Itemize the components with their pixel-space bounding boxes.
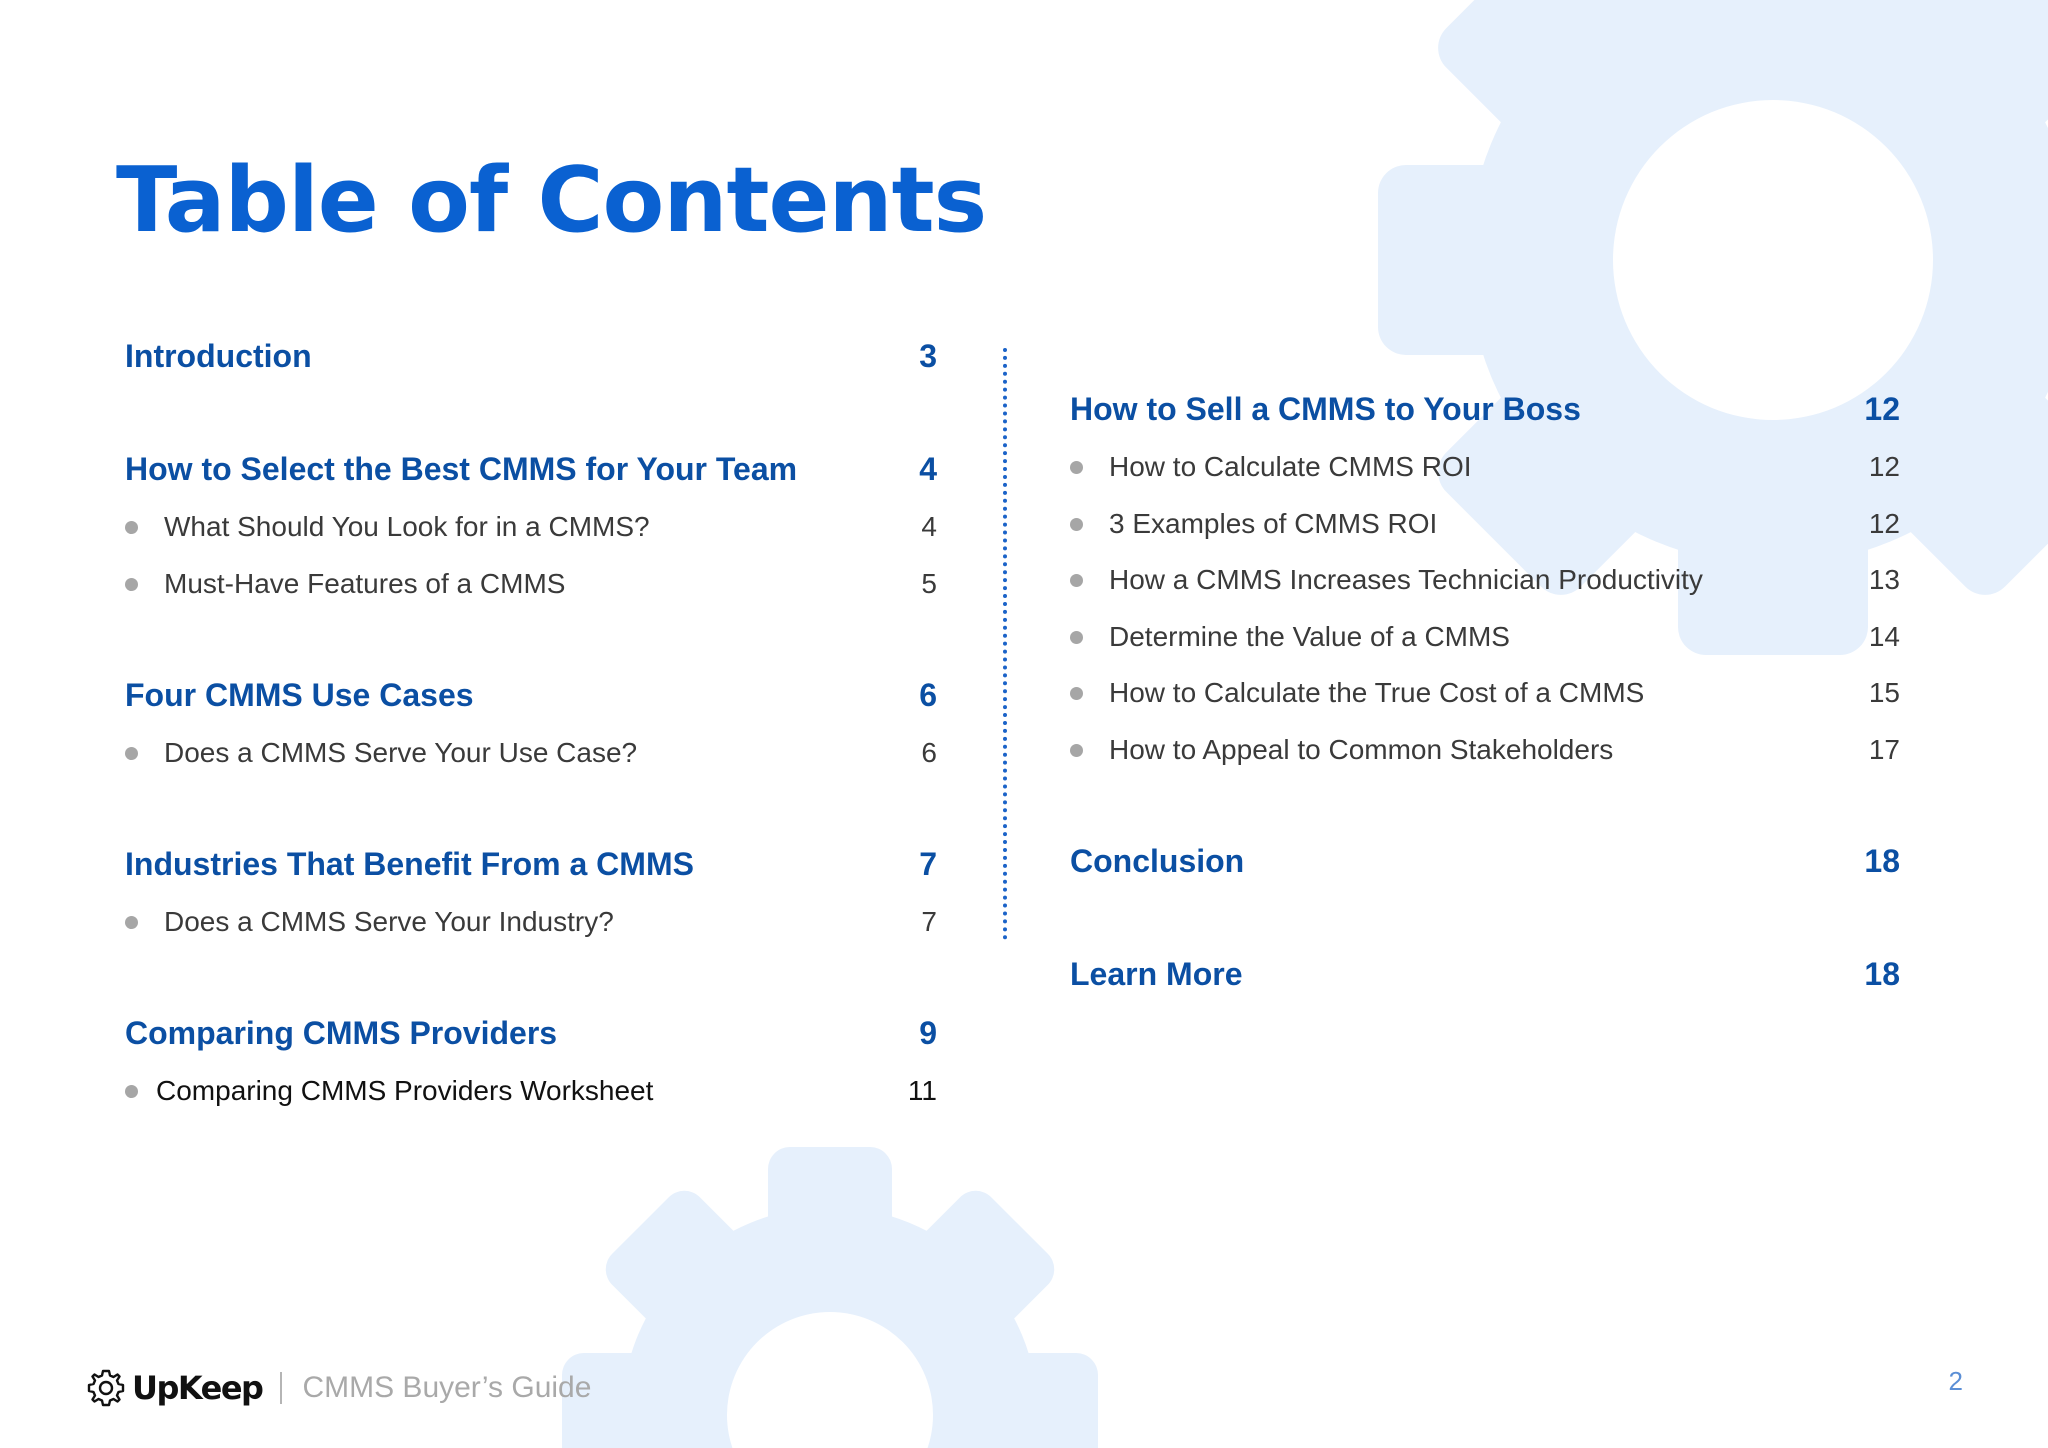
footer bbox=[86, 1362, 591, 1414]
toc-item[interactable] bbox=[125, 725, 937, 781]
bullet-icon bbox=[1070, 518, 1083, 531]
toc-item-page-number: 11 bbox=[907, 1075, 937, 1106]
toc-section-learn-more[interactable] bbox=[1070, 946, 1900, 1002]
page-number: 2 bbox=[1948, 1366, 1963, 1396]
toc-section-page-number: 4 bbox=[919, 450, 937, 487]
background-gear-bottom-icon bbox=[560, 1145, 1100, 1448]
toc-section-introduction[interactable] bbox=[125, 328, 937, 384]
bullet-icon bbox=[125, 578, 138, 591]
toc-item-title: How a CMMS Increases Technician Productivity bbox=[1109, 564, 1703, 595]
gear-icon bbox=[86, 1368, 126, 1408]
toc-item-title: How to Calculate the True Cost of a CMMS bbox=[1109, 677, 1645, 708]
toc-section-use-cases[interactable] bbox=[125, 667, 937, 723]
toc-item-title: Determine the Value of a CMMS bbox=[1109, 621, 1510, 652]
bullet-icon bbox=[1070, 687, 1083, 700]
bullet-icon bbox=[1070, 574, 1083, 587]
toc-item-page-number: 5 bbox=[921, 568, 937, 599]
toc-item-title: How to Appeal to Common Stakeholders bbox=[1109, 734, 1614, 765]
toc-section-conclusion[interactable] bbox=[1070, 833, 1900, 889]
toc-item-page-number: 7 bbox=[921, 906, 937, 937]
toc-item-page-number: 4 bbox=[921, 511, 937, 542]
toc-item-page-number: 15 bbox=[1868, 677, 1900, 708]
toc-section-title: Introduction bbox=[125, 337, 312, 374]
toc-section-page-number: 12 bbox=[1864, 390, 1900, 427]
toc-item-page-number: 12 bbox=[1868, 451, 1900, 482]
toc-section-title: How to Select the Best CMMS for Your Team bbox=[125, 450, 798, 487]
toc-section-select-cmms[interactable] bbox=[125, 441, 937, 497]
toc-item[interactable] bbox=[1070, 609, 1900, 665]
toc-section-title: Conclusion bbox=[1070, 842, 1245, 879]
footer-separator bbox=[280, 1372, 282, 1404]
toc-item[interactable] bbox=[125, 894, 937, 950]
toc-section-sell-cmms[interactable] bbox=[1070, 381, 1900, 437]
toc-item-page-number: 6 bbox=[921, 737, 937, 768]
bullet-icon bbox=[1070, 631, 1083, 644]
toc-section-industries[interactable] bbox=[125, 836, 937, 892]
toc-item[interactable] bbox=[1070, 439, 1900, 495]
toc-item[interactable] bbox=[125, 556, 937, 612]
toc-item[interactable] bbox=[1070, 552, 1900, 608]
toc-item-title: What Should You Look for in a CMMS? bbox=[164, 511, 650, 542]
page-title: Table of Contents bbox=[116, 148, 987, 253]
bullet-icon bbox=[1070, 461, 1083, 474]
toc-section-page-number: 18 bbox=[1864, 842, 1900, 879]
toc-section-title: Comparing CMMS Providers bbox=[125, 1014, 558, 1051]
toc-item[interactable] bbox=[125, 1063, 937, 1119]
toc-item-title: How to Calculate CMMS ROI bbox=[1109, 451, 1472, 482]
toc-item-title: 3 Examples of CMMS ROI bbox=[1109, 508, 1438, 539]
toc-item-page-number: 12 bbox=[1868, 508, 1900, 539]
toc-item[interactable] bbox=[1070, 496, 1900, 552]
toc-section-title: Four CMMS Use Cases bbox=[125, 676, 474, 713]
bullet-icon bbox=[125, 916, 138, 929]
toc-section-title: Learn More bbox=[1070, 955, 1243, 992]
bullet-icon bbox=[125, 521, 138, 534]
toc-item[interactable] bbox=[1070, 722, 1900, 778]
toc-section-title: How to Sell a CMMS to Your Boss bbox=[1070, 390, 1581, 427]
toc-item-page-number: 13 bbox=[1868, 564, 1900, 595]
bullet-icon bbox=[125, 1085, 138, 1098]
bullet-icon bbox=[125, 747, 138, 760]
toc-section-page-number: 7 bbox=[919, 845, 937, 882]
toc-item-title: Comparing CMMS Providers Worksheet bbox=[156, 1075, 654, 1106]
toc-item-title: Does a CMMS Serve Your Use Case? bbox=[164, 737, 638, 768]
toc-section-page-number: 6 bbox=[919, 676, 937, 713]
bullet-icon bbox=[1070, 744, 1083, 757]
toc-item-title: Must-Have Features of a CMMS bbox=[164, 568, 566, 599]
brand-logo-text: UpKeep bbox=[132, 1369, 263, 1407]
guide-title: CMMS Buyer’s Guide bbox=[302, 1371, 592, 1404]
toc-section-page-number: 9 bbox=[919, 1014, 937, 1051]
column-divider bbox=[1003, 348, 1007, 940]
toc-section-page-number: 18 bbox=[1864, 955, 1900, 992]
toc-item-page-number: 14 bbox=[1868, 621, 1900, 652]
toc-section-page-number: 3 bbox=[919, 337, 937, 374]
toc-item[interactable] bbox=[125, 499, 937, 555]
toc-item[interactable] bbox=[1070, 665, 1900, 721]
toc-section-comparing-providers[interactable] bbox=[125, 1005, 937, 1061]
toc-item-page-number: 17 bbox=[1868, 734, 1900, 765]
toc-item-title: Does a CMMS Serve Your Industry? bbox=[164, 906, 614, 937]
toc-section-title: Industries That Benefit From a CMMS bbox=[125, 845, 694, 882]
